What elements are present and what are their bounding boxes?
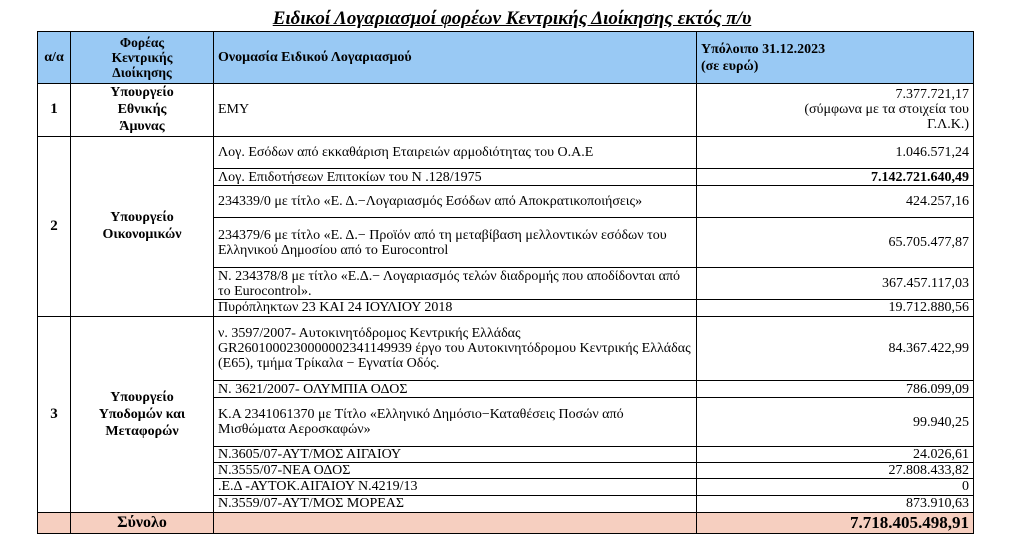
account-name: Κ.Α 2341061370 με Τίτλο «Ελληνικό Δημόσιο−Καταθέσεις Ποσών από Μισθώματα Αεροσκαφών» [214, 398, 697, 447]
balance-note: Γ.Λ.Κ.) [927, 117, 969, 133]
account-name: Λογ. Εσόδων από εκκαθάριση Εταιρειών αρμοδιότητας του Ο.Α.Ε [214, 136, 697, 168]
group-number: 2 [38, 136, 71, 316]
account-name: Ν.3605/07-ΑΥΤ/ΜΟΣ ΑΙΓΑΙΟΥ [214, 447, 697, 463]
header-balance-line: Υπόλοιπο 31.12.2023 [701, 41, 826, 57]
balance-value: 7.377.721,17 [895, 87, 969, 103]
org-line: Μεταφορών [105, 423, 179, 439]
account-name: Ν. 234378/8 με τίτλο «Ε.Δ.− Λογαριασμός τελών διαδρομής που αποδίδονται από το Eurocontrol». [214, 268, 697, 300]
account-balance: 0 [697, 479, 974, 495]
table-row [38, 316, 974, 381]
total-label: Σύνολο [71, 512, 214, 533]
account-name: Πυρόπληκτων 23 ΚΑΙ 24 ΙΟΥΛΙΟΥ 2018 [214, 300, 697, 316]
header-org-line: Φορέας [119, 35, 165, 50]
header-org-line: Κεντρικής [111, 50, 173, 65]
account-name: Ν. 3621/2007- ΟΛΥΜΠΙΑ ΟΔΟΣ [214, 381, 697, 398]
org-line: Άμυνας [119, 119, 165, 135]
account-balance: 7.142.721.640,49 [697, 168, 974, 185]
group-number: 3 [38, 316, 71, 512]
org-line: Υπουργείο [110, 389, 174, 405]
account-balance: 65.705.477,87 [697, 218, 974, 268]
header-org-line: Διοίκησης [112, 65, 172, 80]
org-line: Υπουργείο [110, 210, 174, 226]
group-number: 1 [38, 84, 71, 137]
total-row [38, 512, 974, 533]
total-empty-cell [38, 512, 71, 533]
total-empty-cell [214, 512, 697, 533]
account-balance: 367.457.117,03 [697, 268, 974, 300]
account-balance: 24.026,61 [697, 447, 974, 463]
account-name: .Ε.Δ -ΑΥΤΟΚ.ΑΙΓΑΙΟΥ Ν.4219/13 [214, 479, 697, 495]
account-name: ΕΜΥ [214, 84, 697, 137]
account-balance: 84.367.422,99 [697, 316, 974, 381]
header-balance [697, 32, 974, 84]
account-name: 234379/6 με τίτλο «Ε. Δ.− Προϊόν από τη μεταβίβαση μελλοντικών εσόδων του Ελληνικού Δημοσίου από το Eurocontrol [214, 218, 697, 268]
page-title: Ειδικοί Λογαριασμοί φορέων Κεντρικής Διοίκησης εκτός π/υ [272, 8, 752, 29]
account-balance: 99.940,25 [697, 398, 974, 447]
account-balance: 1.046.571,24 [697, 136, 974, 168]
header-organization [71, 32, 214, 84]
org-line: Υπουργείο [110, 85, 174, 101]
table-row [38, 136, 974, 168]
header-balance-line: (σε ευρώ) [701, 58, 759, 74]
special-accounts-table [37, 31, 974, 534]
header-row [38, 32, 974, 84]
group-organization [71, 136, 214, 316]
account-balance: 27.808.433,82 [697, 463, 974, 479]
account-balance: 424.257,16 [697, 186, 974, 218]
header-aa: α/α [38, 32, 71, 84]
account-balance [697, 84, 974, 137]
account-name: 234339/0 με τίτλο «Ε. Δ.−Λογαριασμός Εσόδων από Αποκρατικοποιήσεις» [214, 186, 697, 218]
org-line: Υποδομών και [98, 406, 186, 422]
account-name: Ν.3559/07-ΑΥΤ/ΜΟΣ ΜΟΡΕΑΣ [214, 495, 697, 512]
org-line: Εθνικής [117, 102, 167, 118]
header-account-name: Ονομασία Ειδικού Λογαριασμού [214, 32, 697, 84]
account-balance: 19.712.880,56 [697, 300, 974, 316]
account-name: ν. 3597/2007- Αυτοκινητόδρομος Κεντρικής Ελλάδας GR2601000230000002341149939 έργο του Αυτοκινητόδρομου Κεντρικής Ελλάδας (Ε65), τμήμα Τρίκαλα − Εγνατία Οδός. [214, 316, 697, 381]
account-balance: 786.099,09 [697, 381, 974, 398]
org-line: Οικονομικών [102, 227, 182, 243]
account-balance: 873.910,63 [697, 495, 974, 512]
table-row [38, 84, 974, 137]
total-value: 7.718.405.498,91 [697, 512, 974, 533]
account-name: Λογ. Επιδοτήσεων Επιτοκίων του Ν .128/1975 [214, 168, 697, 185]
group-organization [71, 84, 214, 137]
balance-note: (σύμφωνα με τα στοιχεία του [804, 102, 969, 118]
group-organization [71, 316, 214, 512]
account-name: Ν.3555/07-ΝΕΑ ΟΔΟΣ [214, 463, 697, 479]
